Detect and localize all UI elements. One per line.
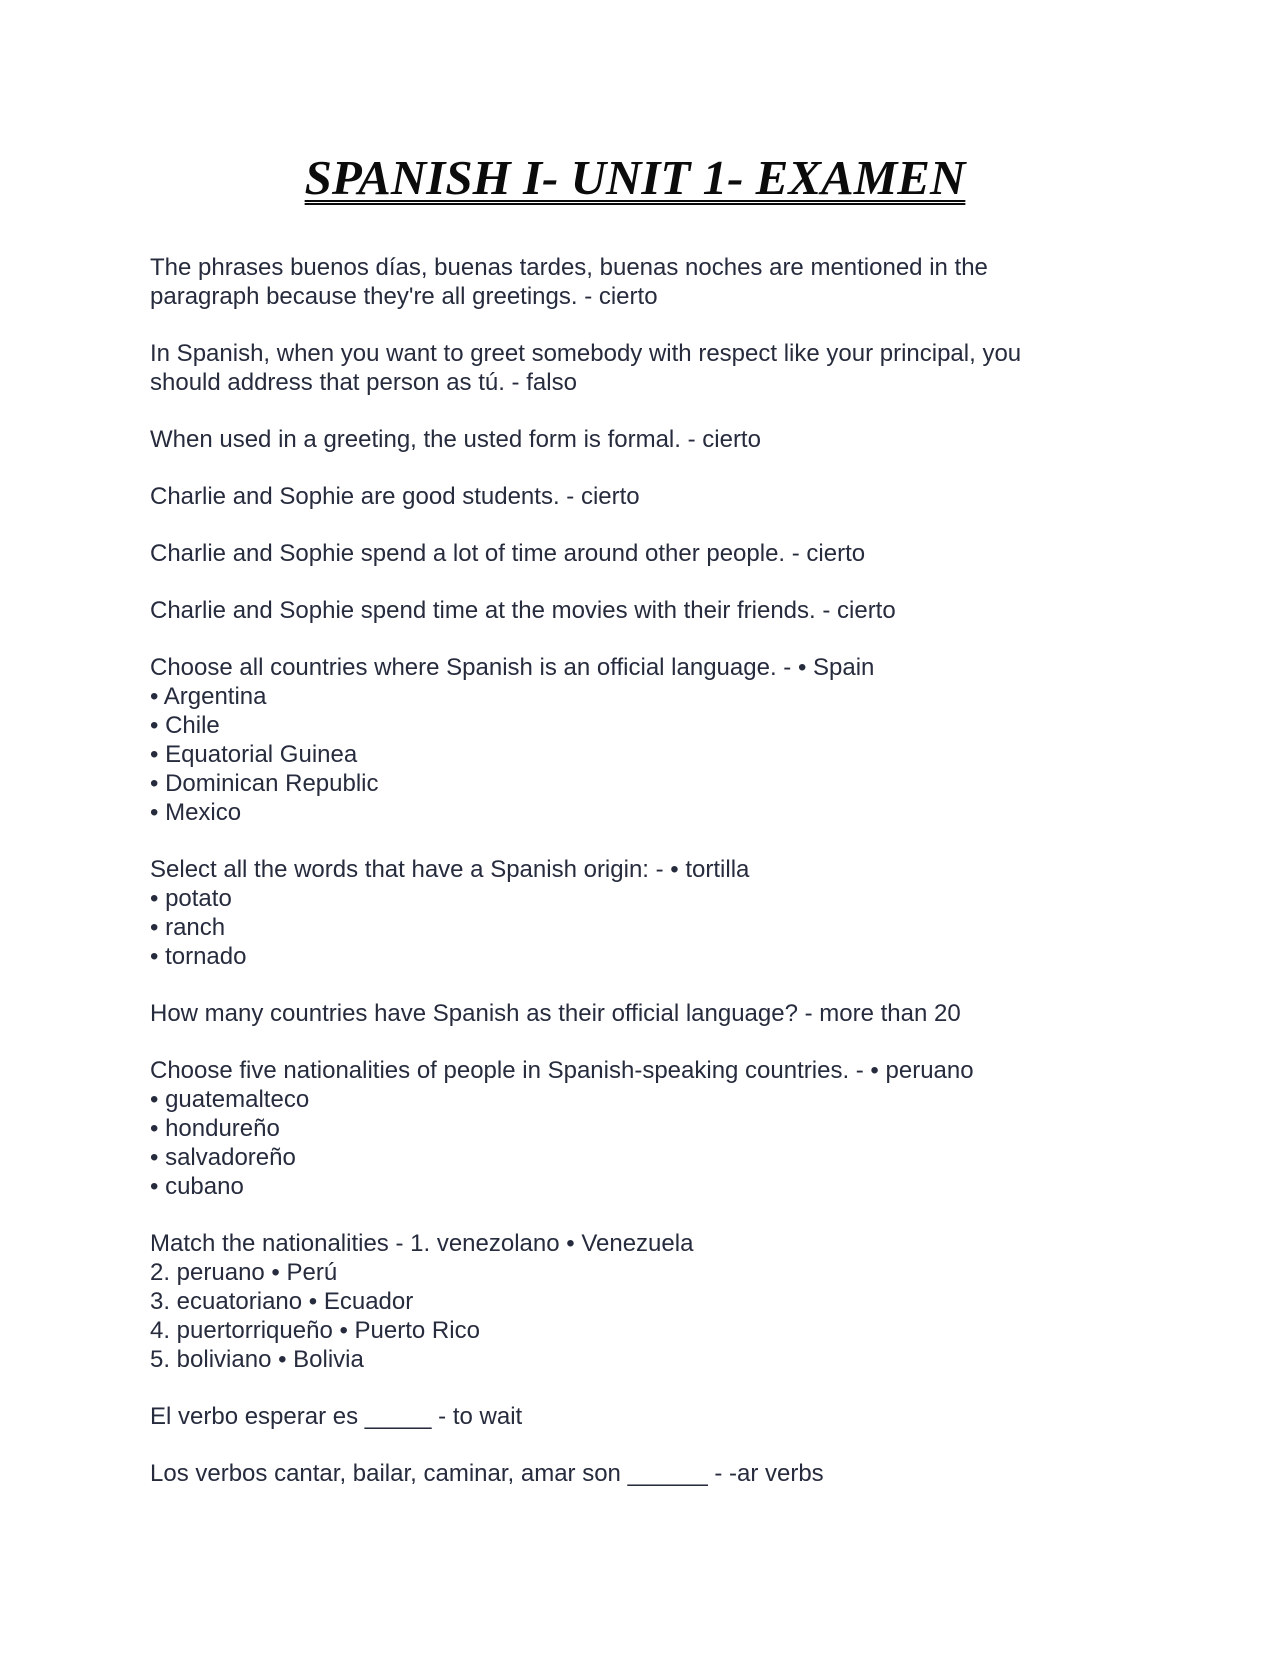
document-title-text: SPANISH I- UNIT 1- EXAMEN xyxy=(304,150,966,205)
paragraph-7 xyxy=(150,653,1150,827)
list-item: • cubano xyxy=(150,1173,244,1200)
list-item: 3. ecuatoriano • Ecuador xyxy=(150,1288,414,1315)
list-item: • Dominican Republic xyxy=(150,770,379,797)
text-line: El verbo esperar es _____ - to wait xyxy=(150,1403,523,1430)
text-line: How many countries have Spanish as their official language? - more than 20 xyxy=(150,1000,961,1027)
text-line: Choose five nationalities of people in Spanish-speaking countries. - • peruano xyxy=(150,1057,974,1084)
paragraph-13 xyxy=(150,1459,1150,1488)
text-line: Charlie and Sophie are good students. - cierto xyxy=(150,483,640,510)
list-item: • potato xyxy=(150,885,232,912)
list-item: • Argentina xyxy=(150,683,267,710)
text-line: Charlie and Sophie spend time at the movies with their friends. - cierto xyxy=(150,597,896,624)
list-item: • Chile xyxy=(150,712,220,739)
paragraph-6 xyxy=(150,596,1150,625)
paragraph-3 xyxy=(150,425,1150,454)
list-item: • Equatorial Guinea xyxy=(150,741,358,768)
list-item: • tornado xyxy=(150,943,247,970)
text-line: When used in a greeting, the usted form is formal. - cierto xyxy=(150,426,761,453)
document-body xyxy=(150,253,1150,1516)
paragraph-4 xyxy=(150,482,1150,511)
text-line: Charlie and Sophie spend a lot of time around other people. - cierto xyxy=(150,540,866,567)
paragraph-10 xyxy=(150,1056,1150,1201)
text-line: Los verbos cantar, bailar, caminar, amar son ______ - -ar verbs xyxy=(150,1460,824,1487)
text-line: Select all the words that have a Spanish origin: - • tortilla xyxy=(150,856,750,883)
paragraph-8 xyxy=(150,855,1150,971)
list-item: 5. boliviano • Bolivia xyxy=(150,1346,364,1373)
list-item: 4. puertorriqueño • Puerto Rico xyxy=(150,1317,480,1344)
text-line: Match the nationalities - 1. venezolano • Venezuela xyxy=(150,1230,694,1257)
list-item: 2. peruano • Perú xyxy=(150,1259,338,1286)
paragraph-5 xyxy=(150,539,1150,568)
document-title xyxy=(0,150,1270,206)
list-item: • salvadoreño xyxy=(150,1144,296,1171)
list-item: • guatemalteco xyxy=(150,1086,310,1113)
text-line: should address that person as tú. - falso xyxy=(150,369,577,396)
paragraph-2 xyxy=(150,339,1150,397)
list-item: • hondureño xyxy=(150,1115,280,1142)
text-line: paragraph because they're all greetings. - cierto xyxy=(150,283,658,310)
list-item: • Mexico xyxy=(150,799,242,826)
paragraph-9 xyxy=(150,999,1150,1028)
text-line: The phrases buenos días, buenas tardes, buenas noches are mentioned in the xyxy=(150,254,988,281)
paragraph-1 xyxy=(150,253,1150,311)
paragraph-12 xyxy=(150,1402,1150,1431)
paragraph-11 xyxy=(150,1229,1150,1374)
list-item: • ranch xyxy=(150,914,226,941)
text-line: In Spanish, when you want to greet somebody with respect like your principal, you xyxy=(150,340,1022,367)
text-line: Choose all countries where Spanish is an official language. - • Spain xyxy=(150,654,875,681)
